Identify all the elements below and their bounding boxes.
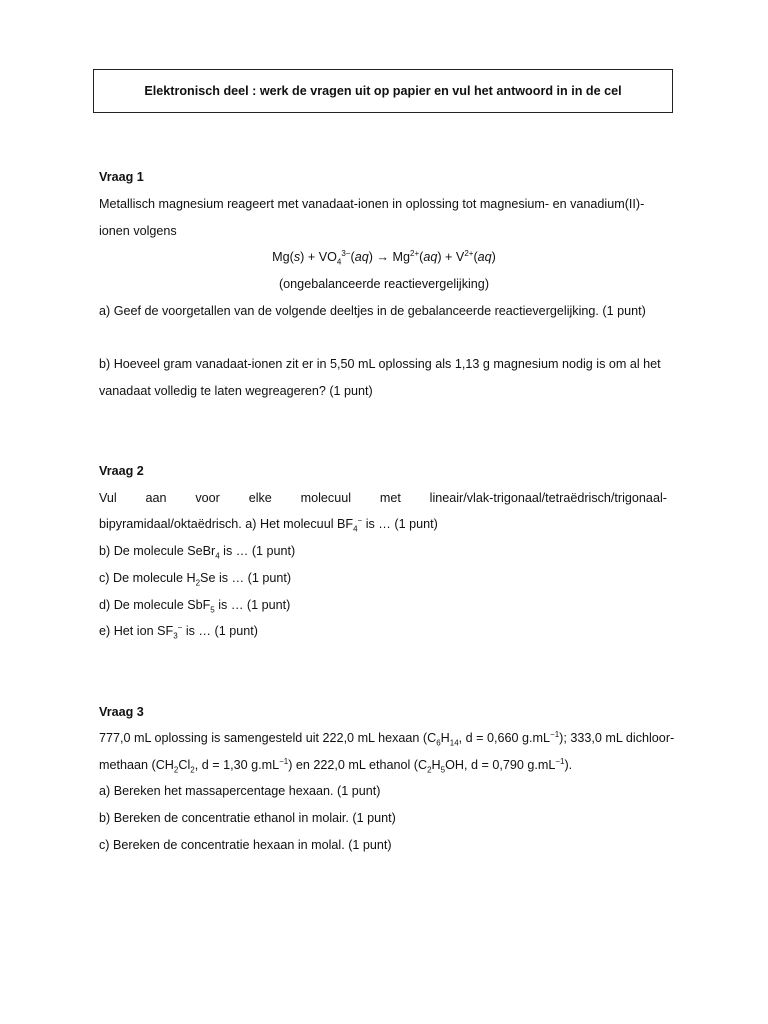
q1-question-b-line2: vanadaat volledig te laten wegreageren? (1 punt) — [99, 384, 373, 398]
q2-title: Vraag 2 — [99, 464, 144, 478]
q2-question-b: b) De molecule SeBr$_4$ is … (1 punt) — [99, 544, 296, 561]
q1-equation: $Mg(s) + VO_4^{3-}(aq) \to Mg^{2+}(aq) + V^{2+}(aq)$ — [272, 248, 496, 267]
q2-question-e: e) Het ion $SF_3^-$ is … (1 punt) — [99, 622, 258, 641]
q1-question-a: a) Geef de voorgetallen van de volgende deeltjes in de gebalanceerde reactievergelijking. (1 punt) — [99, 304, 646, 318]
header-box — [93, 69, 673, 113]
q1-intro-line1: Metallisch magnesium reageert met vanadaat-ionen in oplossing tot magnesium- en vanadium(II)- — [99, 197, 645, 211]
q1-note: (ongebalanceerde reactievergelijking) — [278, 277, 490, 291]
q3-question-b: b) Bereken de concentratie ethanol in molair. (1 punt) — [99, 811, 396, 825]
q3-question-c: c) Bereken de concentratie hexaan in molal. (1 punt) — [99, 838, 392, 852]
q1-question-b-line1: b) Hoeveel gram vanadaat-ionen zit er in 5,50 mL oplossing als 1,13 g magnesium nodig is om al het — [99, 357, 661, 371]
q2-line2: bipyramidaal/oktaëdrisch. a) Het molecuul $BF_4^-$ is … (1 punt) — [99, 515, 438, 534]
header-title: Elektronisch deel : werk de vragen uit op papier en vul het antwoord in in de cel — [144, 84, 622, 98]
q3-question-a: a) Bereken het massapercentage hexaan. (1 punt) — [99, 784, 381, 798]
q1-title: Vraag 1 — [99, 170, 144, 184]
q3-title: Vraag 3 — [99, 705, 144, 719]
q2-line1: Vul aan voor elke molecuul met lineair/vlak-trigonaal/tetraëdrisch/trigonaal- — [99, 491, 667, 505]
q2-question-c: c) De molecule $H_2Se$ is … (1 punt) — [99, 571, 292, 588]
q3-intro-line1: 777,0 mL oplossing is samengesteld uit 222,0 mL hexaan ($C_6H_{14}$, d = 0,660 $g.mL^{-1}$); 333,0 mL dichloor- — [99, 729, 675, 748]
q1-intro-line2: ionen volgens — [99, 224, 177, 238]
q3-intro-line2: methaan ($CH_2Cl_2$, d = 1,30 $g.mL^{-1}$) en 222,0 mL ethanol ($C_2H_5OH$, d = 0,790 $g.mL^{-1}$). — [99, 756, 573, 775]
q2-question-d: d) De molecule SbF$_5$ is … (1 punt) — [99, 598, 291, 615]
